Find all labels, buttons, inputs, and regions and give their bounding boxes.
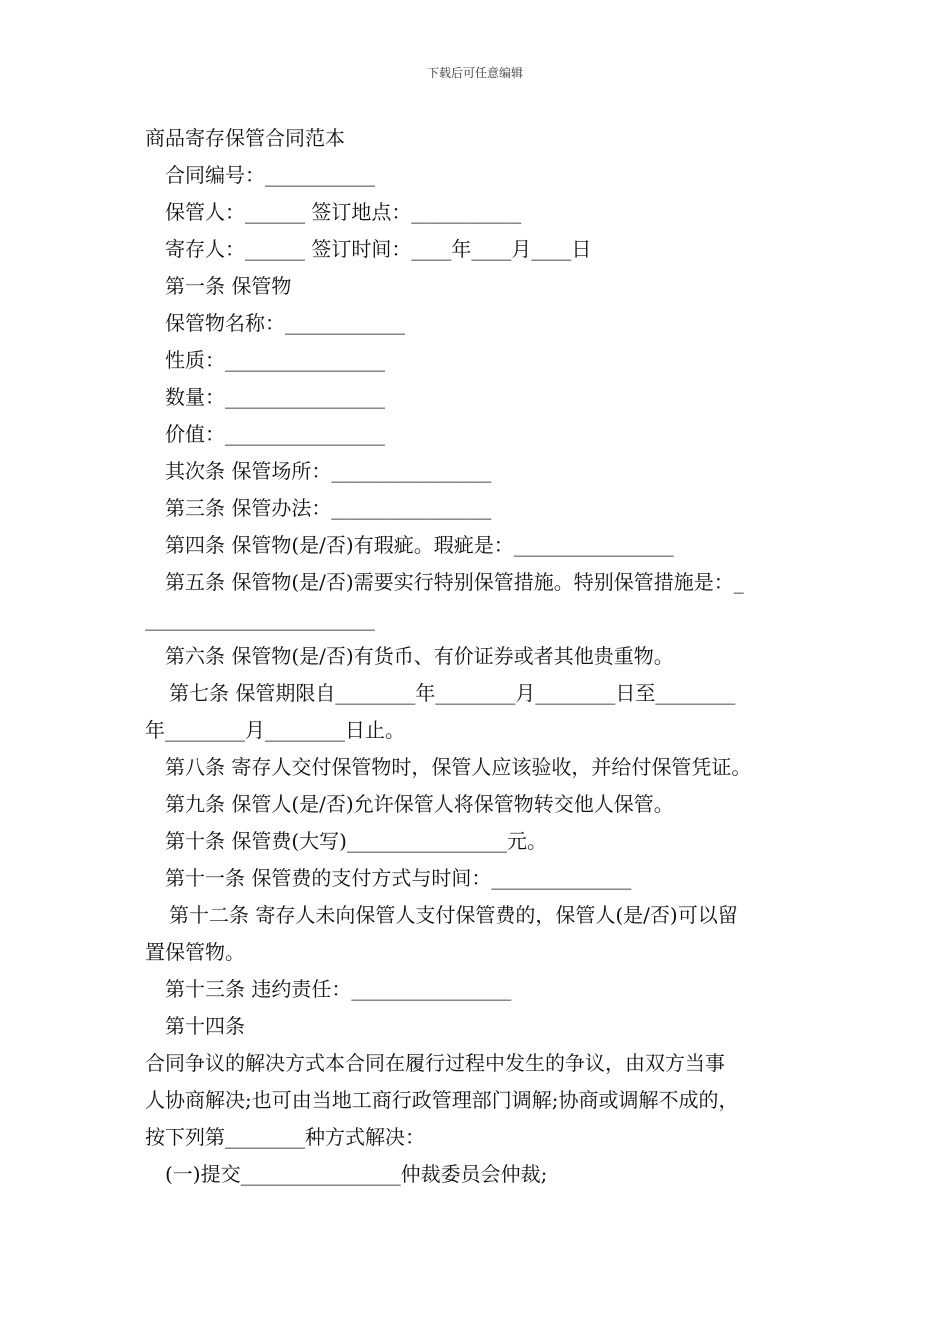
article-14-heading: 第十四条 bbox=[165, 1014, 245, 1038]
article-10-line: 第十条 保管费(大写)________________元。 bbox=[165, 829, 547, 853]
item-value-line: 价值：________________ bbox=[165, 422, 385, 446]
article-8-line: 第八条 寄存人交付保管物时，保管人应该验收，并给付保管凭证。 bbox=[165, 755, 752, 779]
article-6-line: 第六条 保管物(是/否)有货币、有价证券或者其他贵重物。 bbox=[165, 644, 674, 668]
dispute-paragraph-line-3: 按下列第________种方式解决： bbox=[145, 1125, 425, 1149]
contract-number-line: 合同编号：___________ bbox=[165, 163, 375, 187]
article-7-line: 第七条 保管期限自________年________月________日至________ bbox=[169, 681, 736, 705]
article-2-line: 其次条 保管场所：________________ bbox=[165, 459, 492, 483]
page-header: 下载后可任意编辑 bbox=[426, 66, 523, 80]
dispute-paragraph-line-1: 合同争议的解决方式本合同在履行过程中发生的争议，由双方当事 bbox=[145, 1051, 725, 1075]
depositor-line: 寄存人：______ 签订时间：____年____月____日 bbox=[165, 237, 592, 261]
custodian-line: 保管人：______ 签订地点：___________ bbox=[165, 200, 522, 224]
article-5-line: 第五条 保管物(是/否)需要实行特别保管措施。特别保管措施是：_ bbox=[165, 570, 744, 594]
article-11-line: 第十一条 保管费的支付方式与时间：______________ bbox=[165, 866, 632, 890]
item-name-line: 保管物名称：____________ bbox=[165, 311, 405, 335]
article-9-line: 第九条 保管人(是/否)允许保管人将保管物转交他人保管。 bbox=[165, 792, 674, 816]
article-4-line: 第四条 保管物(是/否)有瑕疵。瑕疵是：________________ bbox=[165, 533, 674, 557]
item-nature-line: 性质：________________ bbox=[165, 348, 385, 372]
article-12-line: 第十二条 寄存人未向保管人支付保管费的，保管人(是/否)可以留 bbox=[169, 903, 738, 927]
article-7-continuation: 年________月________日止。 bbox=[145, 718, 405, 742]
arbitration-option-line: (一)提交________________仲裁委员会仲裁; bbox=[165, 1162, 548, 1186]
document-title: 商品寄存保管合同范本 bbox=[145, 126, 345, 150]
article-5-continuation: _______________________ bbox=[145, 607, 375, 631]
item-quantity-line: 数量：________________ bbox=[165, 385, 385, 409]
article-12-continuation: 置保管物。 bbox=[145, 940, 245, 964]
article-3-line: 第三条 保管办法：________________ bbox=[165, 496, 492, 520]
contract-document bbox=[145, 120, 810, 1193]
article-13-line: 第十三条 违约责任：________________ bbox=[165, 977, 512, 1001]
article-1-heading: 第一条 保管物 bbox=[165, 274, 292, 298]
dispute-paragraph-line-2: 人协商解决;也可由当地工商行政管理部门调解;协商或调解不成的， bbox=[145, 1088, 739, 1112]
